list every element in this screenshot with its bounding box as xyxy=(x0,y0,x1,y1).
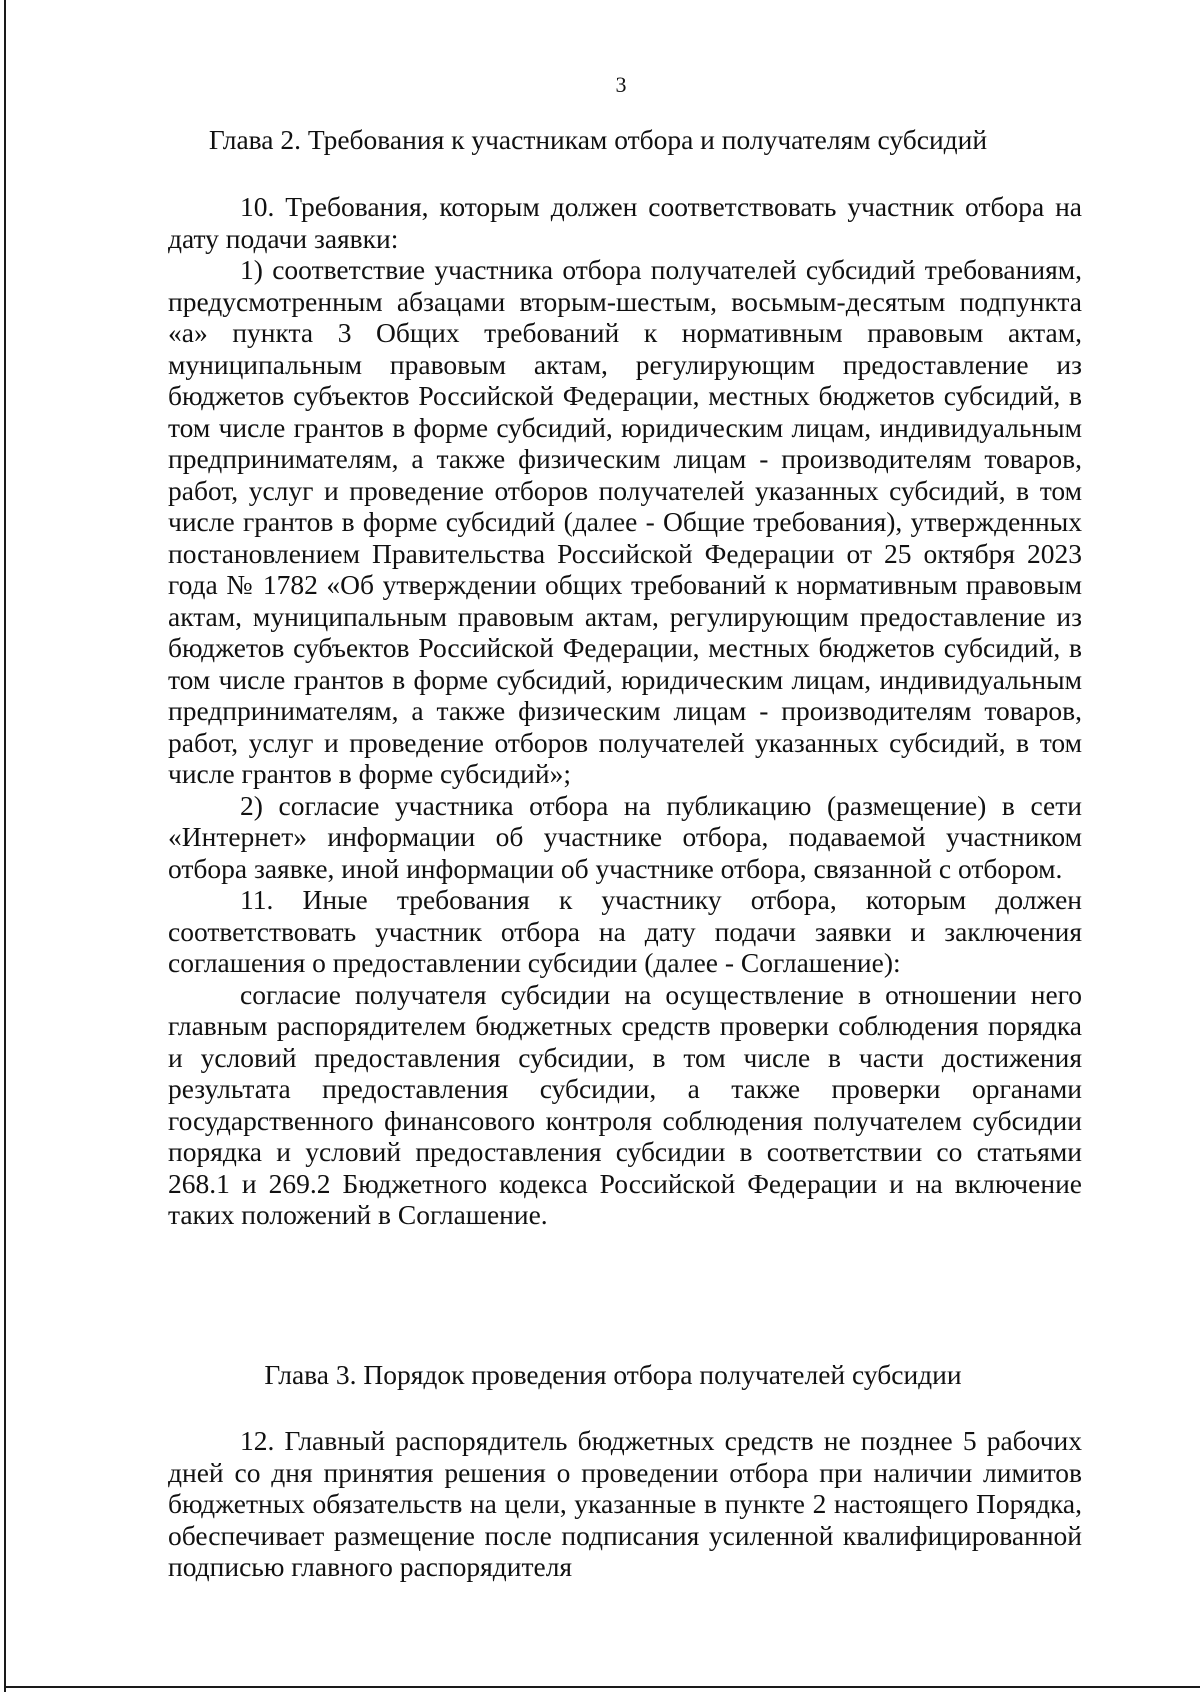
paragraph-11: 11. Иные требования к участнику отбора, которым должен соответствовать участник отбора на дату подачи заявки и заключения соглашения о предоставлении субсидии (далее - Соглашение): xyxy=(168,884,1082,978)
paragraph-10-item-2: 2) согласие участника отбора на публикацию (размещение) в сети «Интернет» информации об участнике отбора, подаваемой участником отбора заявке, иной информации об участнике отбора, связанной с отбором. xyxy=(168,789,1082,884)
paragraph-11-consent: согласие получателя субсидии на осуществление в отношении него главным распорядителем бюджетных средств проверки соблюдения порядка и условий предоставления субсидии, в том числе в части достижения результата предоставления субсидии, а также проверки органами государственного финансового контроля соблюдения получателем субсидии порядка и условий предоставления субсидии в соответствии со статьями 268.1 и 269.2 Бюджетного кодекса Российской Федерации и на включение таких положений в Соглашение. xyxy=(168,978,1082,1230)
page-number: 3 xyxy=(615,72,627,97)
chapter-2-heading: Глава 2. Требования к участникам отбора и получателям субсидий xyxy=(208,124,988,155)
scan-left-border xyxy=(4,0,6,1692)
paragraph-12: 12. Главный распорядитель бюджетных средств не позднее 5 рабочих дней со дня принятия решения о проведении отбора при наличии лимитов бюджетных обязательств на цели, указанные в пункте 2 настоящего Порядка, обеспечивает размещение после подписания усиленной квалифицированной подписью главного распорядителя xyxy=(168,1425,1082,1582)
paragraph-10-item-1: 1) соответствие участника отбора получателей субсидий требованиям, предусмотренным абзацами вторым-шестым, восьмым-десятым подпункта «а» пункта 3 Общих требований к нормативным правовым актам, муниципальным правовым актам, регулирующим предоставление из бюджетов субъектов Российской Федерации, местных бюджетов субсидий, в том числе грантов в форме субсидий, юридическим лицам, индивидуальным предпринимателям, а также физическим лицам - производителям товаров, работ, услуг и проведение отборов получателей указанных субсидий, в том числе грантов в форме субсидий (далее - Общие требования), утвержденных постановлением Правительства Российской Федерации от 25 октября 2023 года № 1782 «Об утверждении общих требований к нормативным правовым актам, муниципальным правовым актам, регулирующим предоставление из бюджетов субъектов Российской Федерации, местных бюджетов субсидий, в том числе грантов в форме субсидий, юридическим лицам, индивидуальным предпринимателям, а также физическим лицам - производителям товаров, работ, услуг и проведение отборов получателей указанных субсидий, в том числе грантов в форме субсидий»; xyxy=(168,254,1082,789)
paragraph-10: 10. Требования, которым должен соответствовать участник отбора на дату подачи заявки: xyxy=(168,191,1082,254)
chapter-3-body xyxy=(168,1425,1082,1583)
chapter-2-body xyxy=(168,191,1082,1231)
scan-bottom-border xyxy=(4,1686,1200,1688)
chapter-3-heading: Глава 3. Порядок проведения отбора получателей субсидии xyxy=(264,1359,962,1390)
